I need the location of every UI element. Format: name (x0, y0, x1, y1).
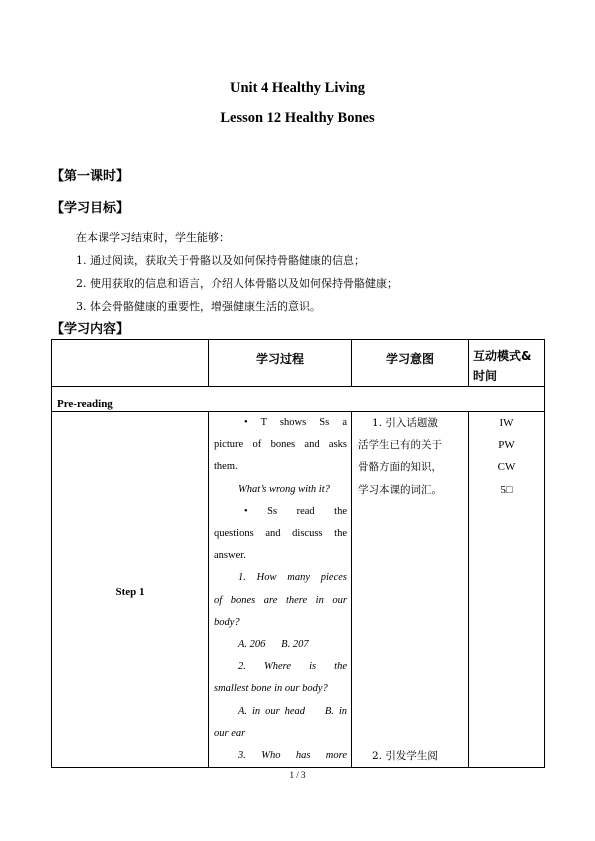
process-line: • T shows Ss a (244, 417, 347, 428)
process-question: of bones are there in our (214, 594, 347, 606)
header-mode-line1: 互动模式& (473, 349, 532, 363)
header-mode-cell (469, 340, 545, 387)
header-process: 学习过程 (255, 352, 304, 366)
process-text (214, 412, 347, 767)
intent-line: 活学生已有的关于 (358, 439, 442, 452)
process-question: 2. Where is the (238, 661, 347, 673)
intent-cell (352, 412, 469, 768)
process-line: answer. (214, 550, 246, 562)
objectives-intro: 在本课学习结束时，学生能够： (76, 231, 230, 244)
intent-text (358, 412, 464, 501)
process-line: them. (214, 461, 238, 473)
process-question: smallest bone in our body? (214, 683, 328, 695)
learning-content-table (51, 339, 545, 768)
lesson-title: Lesson 12 Healthy Bones (220, 110, 375, 126)
objectives-heading: 【学习目标】 (51, 201, 130, 216)
unit-title: Unit 4 Healthy Living (230, 80, 365, 96)
intent-line: 1. 引入话题激 (372, 417, 438, 429)
process-options: A. in our head B. in (238, 705, 347, 717)
process-options: A. 206 B. 207 (238, 639, 309, 651)
step-label: Step 1 (115, 586, 145, 599)
intent-line: 学习本课的词汇。 (358, 483, 442, 496)
process-cell (209, 412, 352, 768)
section-pre-reading: Pre-reading (57, 398, 113, 410)
objective-item: 1. 通过阅读，获取关于骨骼以及如何保持骨骼健康的信息； (76, 254, 365, 267)
process-line: questions and discuss the (214, 528, 347, 540)
mode-item: 5□ (500, 483, 513, 496)
intent-line-bottom: 2. 引发学生阅 (372, 750, 438, 763)
step-label-cell (52, 412, 209, 768)
header-intent: 学习意图 (385, 352, 434, 366)
header-process-cell (209, 340, 352, 387)
header-intent-cell (352, 340, 469, 387)
section-row-cell (52, 387, 545, 412)
process-question: What’s wrong with it? (238, 483, 330, 495)
header-empty-cell (52, 340, 209, 387)
objective-item: 2. 使用获取的信息和语言，介绍人体骨骼以及如何保持骨骼健康； (76, 277, 398, 290)
period-heading: 【第一课时】 (51, 169, 130, 184)
mode-item: PW (498, 439, 515, 452)
objective-item: 3. 体会骨骼健康的重要性，增强健康生活的意识。 (76, 300, 321, 313)
page-number: 1 / 3 (289, 770, 306, 780)
table-header-row (52, 340, 545, 387)
process-line: picture of bones and asks (214, 439, 347, 451)
mode-cell (469, 412, 545, 768)
intent-line: 骨骼方面的知识， (358, 461, 442, 474)
process-line: • Ss read the (244, 505, 347, 517)
process-question: 3. Who has more (238, 750, 347, 762)
process-options: our ear (214, 727, 246, 739)
mode-item: CW (497, 461, 516, 474)
section-row (52, 387, 545, 412)
process-question: 1. How many pieces (238, 572, 347, 584)
mode-list (469, 412, 544, 501)
process-question: body? (214, 616, 240, 628)
step-row (52, 412, 545, 768)
header-mode-line2: 时间 (473, 369, 498, 383)
content-heading: 【学习内容】 (51, 322, 130, 337)
mode-item: IW (499, 417, 514, 429)
